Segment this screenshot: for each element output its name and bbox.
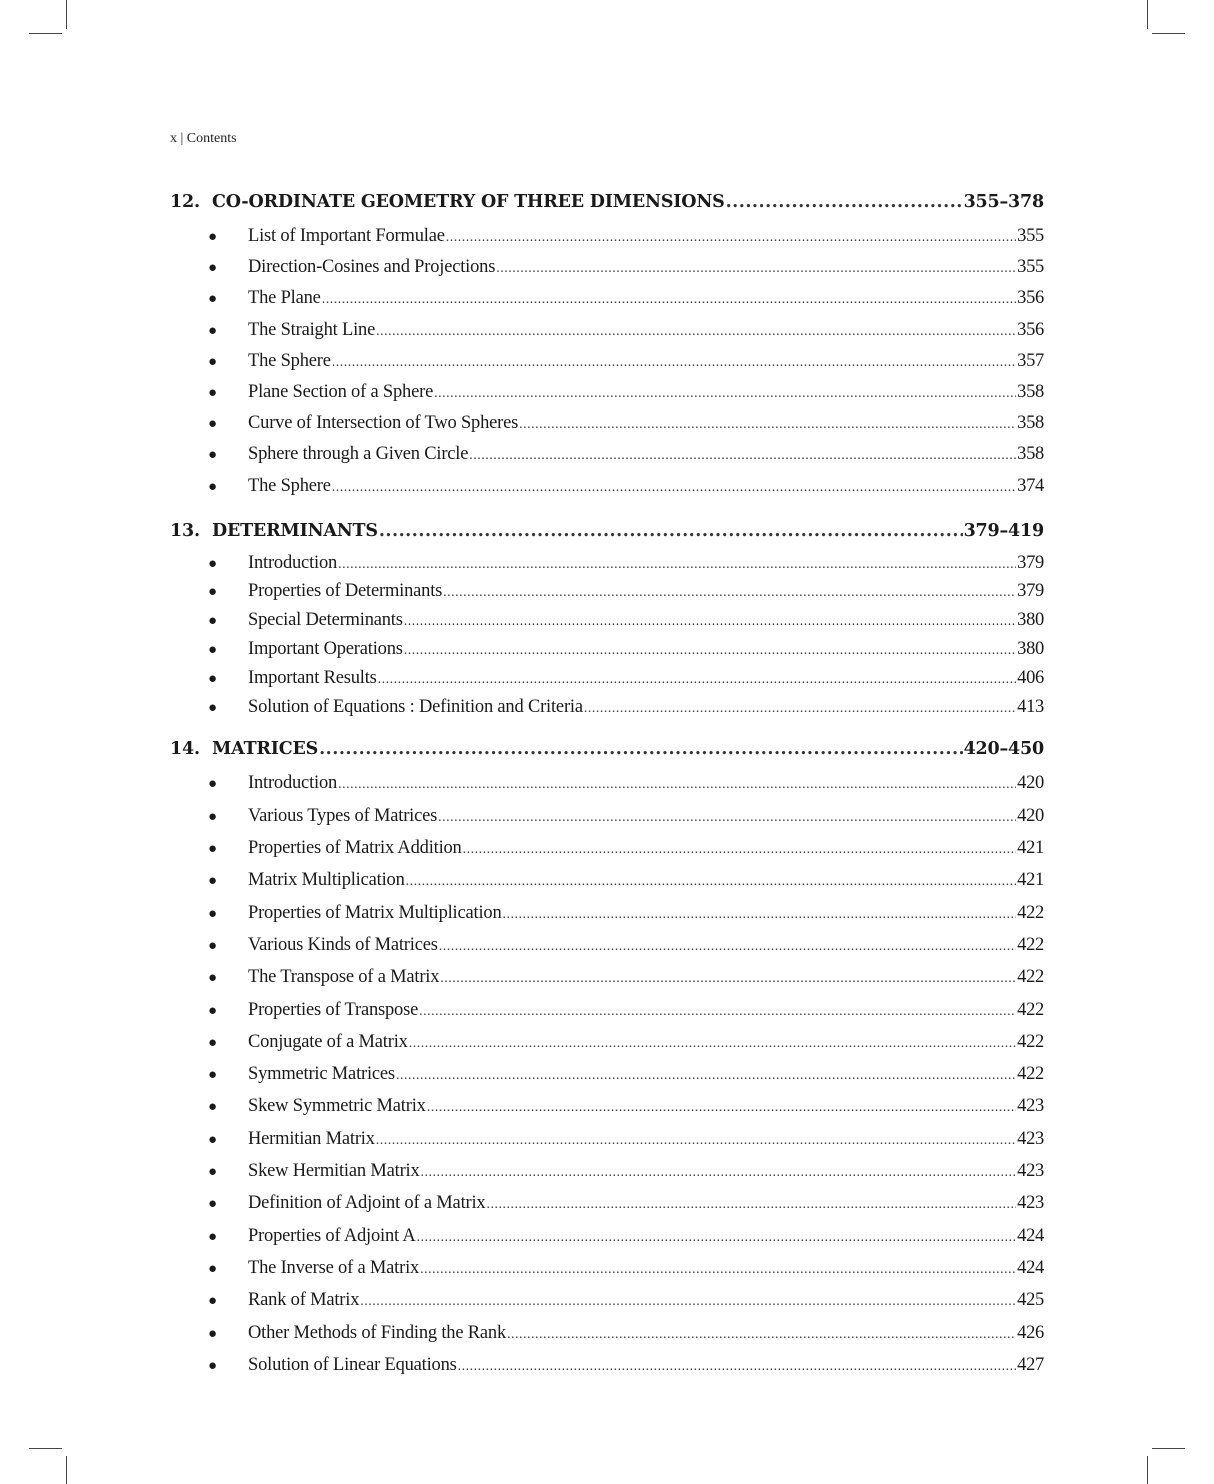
bullet-icon: ● [208, 970, 218, 987]
dot-leader [379, 521, 963, 541]
bullet-icon: ● [208, 291, 218, 308]
toc-entry[interactable] [170, 1355, 1044, 1387]
entry-label: Properties of Transpose [248, 999, 419, 1020]
dot-leader [404, 643, 1016, 659]
bullet-icon: ● [208, 1034, 218, 1051]
toc-entry[interactable] [170, 870, 1044, 902]
crop-mark-bottom-left-v [66, 1456, 67, 1484]
bullet-icon: ● [208, 642, 218, 659]
toc-entry[interactable] [170, 413, 1044, 444]
dot-leader [438, 810, 1016, 826]
entry-page: 380 [1017, 610, 1044, 631]
entry-label: Other Methods of Finding the Rank [248, 1322, 507, 1343]
bullet-icon: ● [208, 322, 218, 339]
chapter-heading[interactable] [170, 521, 1044, 549]
crop-mark-bottom-right-v [1147, 1456, 1148, 1484]
bullet-icon: ● [208, 841, 218, 858]
entry-page: 423 [1017, 1193, 1044, 1214]
chapter-number: 14. [170, 739, 200, 760]
bullet-icon: ● [208, 937, 218, 954]
entry-label: The Straight Line [248, 319, 376, 340]
bullet-icon: ● [208, 1196, 218, 1213]
toc-entry[interactable] [170, 553, 1044, 582]
toc-entry[interactable] [170, 226, 1044, 257]
dot-leader [319, 739, 963, 759]
entry-page: 422 [1017, 999, 1044, 1020]
entry-page: 423 [1017, 1128, 1044, 1149]
chapter-number: 13. [170, 520, 200, 541]
dot-leader [406, 874, 1017, 890]
entry-label: Symmetric Matrices [248, 1064, 395, 1085]
toc-entry[interactable] [170, 697, 1044, 726]
bullet-icon: ● [208, 478, 218, 495]
dot-leader [458, 1359, 1016, 1375]
toc-entry[interactable] [170, 1193, 1044, 1225]
toc-entry[interactable] [170, 838, 1044, 870]
entry-label: Rank of Matrix [248, 1290, 360, 1311]
entry-page: 379 [1017, 552, 1044, 573]
bullet-icon: ● [208, 1293, 218, 1310]
entry-page: 356 [1017, 319, 1044, 340]
entry-label: Matrix Multiplication [248, 870, 405, 891]
entry-label: Special Determinants [248, 610, 403, 631]
toc-entry[interactable] [170, 639, 1044, 668]
chapter-title: DETERMINANTS [212, 520, 378, 541]
crop-mark-top-left-h [29, 33, 62, 34]
bullet-icon: ● [208, 555, 218, 572]
entry-page: 413 [1017, 696, 1044, 717]
bullet-icon: ● [208, 1067, 218, 1084]
toc-entry[interactable] [170, 1064, 1044, 1096]
toc-entry[interactable] [170, 1096, 1044, 1128]
bullet-icon: ● [208, 1099, 218, 1116]
chapter-page-range: 420–450 [963, 739, 1044, 760]
entry-label: Sphere through a Given Circle [248, 444, 469, 465]
entry-label: Direction-Cosines and Projections [248, 257, 496, 278]
bullet-icon: ● [208, 1260, 218, 1277]
dot-leader [417, 1230, 1017, 1246]
bullet-icon: ● [208, 1228, 218, 1245]
bullet-icon: ● [208, 905, 218, 922]
entry-label: Solution of Linear Equations [248, 1354, 457, 1375]
dot-leader [486, 1197, 1016, 1213]
toc-entry[interactable] [170, 351, 1044, 382]
entry-page: 421 [1017, 870, 1044, 891]
bullet-icon: ● [208, 776, 218, 793]
bullet-icon: ● [208, 384, 218, 401]
chapter-heading[interactable] [170, 192, 1044, 220]
dot-leader [439, 939, 1016, 955]
chapter-12 [170, 192, 1044, 507]
entry-label: Properties of Determinants [248, 581, 443, 602]
entry-page: 422 [1017, 902, 1044, 923]
toc-entry[interactable] [170, 320, 1044, 351]
entry-page: 379 [1017, 581, 1044, 602]
entry-page: 426 [1017, 1322, 1044, 1343]
dot-leader [427, 1100, 1016, 1116]
entry-label: Important Operations [248, 639, 403, 660]
entry-page: 423 [1017, 1096, 1044, 1117]
bullet-icon: ● [208, 1325, 218, 1342]
dot-leader [409, 1036, 1016, 1052]
toc-entry[interactable] [170, 1226, 1044, 1258]
entry-label: The Plane [248, 288, 321, 309]
toc-entry[interactable] [170, 1129, 1044, 1161]
dot-leader [443, 585, 1016, 601]
bullet-icon: ● [208, 670, 218, 687]
bullet-icon: ● [208, 808, 218, 825]
entry-page: 406 [1017, 667, 1044, 688]
entry-page: 357 [1017, 350, 1044, 371]
dot-leader [584, 701, 1016, 717]
bullet-icon: ● [208, 613, 218, 630]
entry-page: 358 [1017, 413, 1044, 434]
toc-entry[interactable] [170, 935, 1044, 967]
entry-label: The Inverse of a Matrix [248, 1257, 420, 1278]
toc-entry[interactable] [170, 257, 1044, 288]
entry-page: 422 [1017, 1031, 1044, 1052]
toc-entry[interactable] [170, 610, 1044, 639]
entry-label: The Sphere [248, 350, 331, 371]
toc-entry[interactable] [170, 581, 1044, 610]
dot-leader [503, 907, 1017, 923]
toc-entry[interactable] [170, 806, 1044, 838]
crop-mark-bottom-left-h [29, 1448, 62, 1449]
bullet-icon: ● [208, 584, 218, 601]
bullet-icon: ● [208, 1357, 218, 1374]
dot-leader [446, 230, 1016, 246]
entry-label: Hermitian Matrix [248, 1128, 375, 1149]
bullet-icon: ● [208, 699, 218, 716]
toc-entry[interactable] [170, 668, 1044, 697]
dot-leader [496, 261, 1016, 277]
dot-leader [338, 777, 1016, 793]
crop-mark-top-right-h [1152, 33, 1185, 34]
entry-page: 355 [1017, 257, 1044, 278]
entry-page: 380 [1017, 639, 1044, 660]
crop-mark-top-left-v [66, 0, 67, 29]
chapter-page-range: 355–378 [963, 192, 1044, 212]
entry-label: Properties of Matrix Addition [248, 838, 462, 859]
dot-leader [332, 355, 1016, 371]
toc-entry[interactable] [170, 382, 1044, 413]
chapter-title: MATRICES [212, 739, 319, 760]
dot-leader [420, 1262, 1016, 1278]
dot-leader [322, 292, 1016, 308]
toc-entry[interactable] [170, 1000, 1044, 1032]
toc-entry[interactable] [170, 903, 1044, 935]
entry-label: Introduction [248, 552, 338, 573]
dot-leader [434, 386, 1016, 402]
dot-leader [378, 672, 1016, 688]
entry-label: Definition of Adjoint of a Matrix [248, 1193, 486, 1214]
entry-page: 420 [1017, 773, 1044, 794]
entry-label: Skew Hermitian Matrix [248, 1161, 420, 1182]
crop-mark-bottom-right-h [1152, 1448, 1185, 1449]
bullet-icon: ● [208, 416, 218, 433]
entry-page: 424 [1017, 1225, 1044, 1246]
dot-leader [360, 1294, 1016, 1310]
entry-label: Skew Symmetric Matrix [248, 1096, 426, 1117]
entry-page: 421 [1017, 838, 1044, 859]
bullet-icon: ● [208, 260, 218, 277]
toc-entry[interactable] [170, 444, 1044, 475]
chapter-14 [170, 739, 1044, 1387]
toc-entry[interactable] [170, 476, 1044, 507]
chapter-number: 12. [170, 192, 200, 212]
toc-entry[interactable] [170, 1032, 1044, 1064]
bullet-icon: ● [208, 1002, 218, 1019]
entry-page: 425 [1017, 1290, 1044, 1311]
toc-entry[interactable] [170, 288, 1044, 319]
entry-page: 356 [1017, 288, 1044, 309]
entry-label: The Sphere [248, 475, 331, 496]
entry-label: The Transpose of a Matrix [248, 967, 440, 988]
entry-page: 424 [1017, 1257, 1044, 1278]
bullet-icon: ● [208, 353, 218, 370]
entry-page: 422 [1017, 967, 1044, 988]
entry-page: 358 [1017, 444, 1044, 465]
bullet-icon: ● [208, 229, 218, 245]
dot-leader [463, 842, 1017, 858]
entry-label: Various Types of Matrices [248, 805, 438, 826]
toc-entry[interactable] [170, 773, 1044, 805]
toc-entry[interactable] [170, 1161, 1044, 1193]
entry-label: Curve of Intersection of Two Spheres [248, 413, 519, 434]
dot-leader [421, 1165, 1017, 1181]
table-of-contents [170, 192, 1044, 1401]
entry-page: 374 [1017, 475, 1044, 496]
dot-leader [376, 1133, 1016, 1149]
chapter-13 [170, 521, 1044, 726]
dot-leader [332, 480, 1016, 496]
toc-entry[interactable] [170, 1323, 1044, 1355]
entry-label: Solution of Equations : Definition and Criteria [248, 696, 583, 717]
dot-leader [469, 448, 1016, 464]
bullet-icon: ● [208, 447, 218, 464]
bullet-icon: ● [208, 1131, 218, 1148]
dot-leader [404, 614, 1016, 630]
entry-label: Important Results [248, 667, 377, 688]
entry-page: 420 [1017, 805, 1044, 826]
entry-page: 423 [1017, 1161, 1044, 1182]
entry-label: Various Kinds of Matrices [248, 934, 438, 955]
dot-leader [396, 1068, 1016, 1084]
chapter-page-range: 379–419 [963, 520, 1044, 541]
chapter-title: CO-ORDINATE GEOMETRY OF THREE DIMENSIONS [212, 192, 725, 212]
bullet-icon: ● [208, 1164, 218, 1181]
dot-leader [419, 1004, 1016, 1020]
running-head: x | Contents [170, 131, 237, 146]
entry-page: 358 [1017, 381, 1044, 402]
chapter-heading[interactable] [170, 739, 1044, 767]
entry-label: Plane Section of a Sphere [248, 381, 434, 402]
dot-leader [376, 324, 1016, 340]
bullet-icon: ● [208, 873, 218, 890]
entry-page: 422 [1017, 1064, 1044, 1085]
entry-label: Properties of Adjoint A [248, 1225, 416, 1246]
toc-entry[interactable] [170, 1258, 1044, 1290]
entry-label: Properties of Matrix Multiplication [248, 902, 502, 923]
toc-entry[interactable] [170, 967, 1044, 999]
dot-leader [519, 417, 1016, 433]
entry-page: 422 [1017, 934, 1044, 955]
dot-leader [726, 192, 963, 212]
dot-leader [338, 557, 1016, 573]
entry-label: Conjugate of a Matrix [248, 1031, 408, 1052]
crop-mark-top-right-v [1147, 0, 1148, 29]
entry-page: 355 [1017, 226, 1044, 246]
entry-label: List of Important Formulae [248, 226, 445, 246]
dot-leader [440, 971, 1016, 987]
entry-label: Introduction [248, 773, 338, 794]
toc-entry[interactable] [170, 1290, 1044, 1322]
dot-leader [507, 1327, 1016, 1343]
entry-page: 427 [1017, 1354, 1044, 1375]
